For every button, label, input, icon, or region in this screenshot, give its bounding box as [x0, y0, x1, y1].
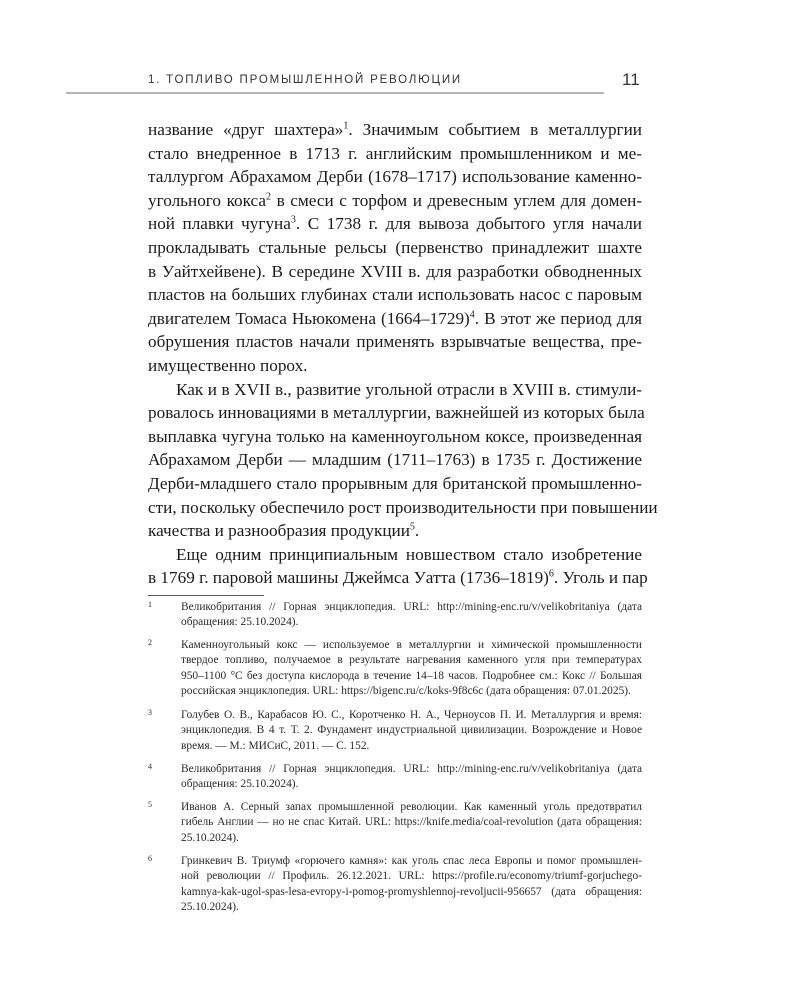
text-line: в 1769 г. паровой машины Джеймса Уатта (1736–1819)$^6$. Уголь и пар [148, 568, 648, 588]
footnote-line: обращения: 25.10.2024). [181, 778, 299, 791]
text-line: в Уайтхейвене). В середине XVIII в. для разработки обводненных [148, 261, 642, 281]
footnote-number: 1 [148, 600, 152, 609]
header-rule [66, 92, 604, 94]
footnote-ref[interactable]: 3 [290, 214, 296, 226]
text-line: имущественно порох. [148, 355, 308, 375]
page-number: 11 [622, 70, 640, 89]
footnote-line: Великобритания // Горная энциклопедия. URL: http://mining-enc.ru/v/velikobritaniya (дата [181, 763, 642, 775]
footnote-line: 25.10.2024). [181, 831, 239, 844]
footnote-line: российская энциклопедия. URL: https://bigenc.ru/c/koks-9f8c6c (дата обращения: 07.01.2025). [181, 685, 631, 698]
text-line: сти, поскольку обеспечило рост производительности при повышении [148, 497, 658, 517]
footnote-ref[interactable]: 2 [266, 191, 272, 203]
footnote-line: kamnya-kak-ugol-spas-lesa-evropy-i-pomog-promyshlennoj-revoljucii-956657 (дата обращения: [181, 885, 642, 898]
text-line: выплавка чугуна только на каменноугольном коксе, произведенная [148, 426, 642, 446]
footnote-number: 3 [148, 708, 152, 717]
footnote-line: Голубев О. В., Карабасов Ю. С., Коротченко Н. А., Черноусов П. И. Металлургия и время: [181, 709, 642, 721]
text-line: название «друг шахтера»$^1$. Значимым событием в металлургии [148, 120, 642, 139]
text-line: таллургом Абрахамом Дерби (1678–1717) использование каменно- [148, 167, 642, 187]
footnote-ref[interactable]: 6 [548, 568, 554, 580]
footnote-text [181, 800, 642, 846]
footnote-ref[interactable]: 4 [469, 309, 475, 321]
footnote-text [181, 708, 642, 754]
text-line: обрушения пластов начали применять взрывчатые вещества, пре- [148, 332, 642, 352]
main-text [148, 118, 658, 590]
footnote-number: 2 [148, 638, 152, 647]
text-line: Еще одним принципиальным новшеством стало изобретение [176, 544, 642, 564]
footnote-ref[interactable]: 1 [343, 120, 349, 132]
footnote-separator [148, 595, 264, 596]
running-header-title: 1. ТОПЛИВО ПРОМЫШЛЕННОЙ РЕВОЛЮЦИИ [148, 74, 462, 86]
text-line: Дерби-младшего стало прорывным для британской промышленно- [148, 473, 642, 493]
footnote-line: 25.10.2024). [181, 901, 239, 914]
text-line: двигателем Томаса Ньюкомена (1664–1729)$^4$. В этот же период для [148, 308, 642, 328]
footnote-text [181, 600, 642, 631]
footnote-line: гибель Англии — но не спас Китай. URL: https://knife.media/coal-revolution (дата обращения: [181, 816, 642, 829]
text-line: пластов на больших глубинах стали использовать насос с паровым [148, 285, 642, 305]
footnote-text [181, 854, 642, 916]
footnote-number: 4 [148, 762, 152, 771]
footnote-line: Гринкевич В. Триумф «горючего камня»: как уголь спас леса Европы и помог промышлен- [181, 855, 642, 867]
footnote-text [181, 638, 642, 700]
text-line: стало внедренное в 1713 г. английским промышленником и ме- [148, 143, 642, 163]
text-line: Абрахамом Дерби — младшим (1711–1763) в 1735 г. Достижение [148, 450, 642, 470]
footnote-line: твердое топливо, получаемое в результате нагревания каменного угля при температурах [181, 654, 642, 667]
text-line: качества и разнообразия продукции$^5$. [148, 521, 420, 541]
footnote-line: время. — М.: МИСиС, 2011. — С. 152. [181, 739, 370, 752]
footnote-number: 6 [148, 854, 152, 863]
footnote-line: Иванов А. Серный запах промышленной революции. Как каменный уголь предотвратил [181, 801, 642, 813]
paragraph [148, 543, 648, 590]
footnote-ref[interactable]: 5 [409, 521, 415, 533]
footnote-line: Каменноугольный кокс — используемое в металлургии и химической промышленности [181, 639, 642, 651]
text-line: угольного кокса$^2$ в смеси с торфом и древесным углем для домен- [148, 190, 642, 210]
text-line: ровалось инновациями в металлургии, важнейшей из которых была [148, 403, 645, 423]
footnote-text [181, 762, 642, 793]
footnote-number: 5 [148, 800, 152, 809]
footnote-line: обращения: 25.10.2024). [181, 616, 299, 629]
footnote-line: 950–1100 °C без доступа кислорода в течение 14–18 часов. Подробнее см.: Кокс // Большая [181, 669, 642, 682]
text-line: Как и в XVII в., развитие угольной отрасли в XVIII в. стимули- [176, 379, 642, 399]
paragraph [148, 118, 642, 378]
text-line: прокладывать стальные рельсы (первенство принадлежит шахте [148, 237, 642, 257]
footnote-line: ной революции // Профиль. 26.12.2021. URL: https://profile.ru/economy/triumf-gorjuchego- [181, 870, 642, 883]
text-line: ной плавки чугуна$^3$. С 1738 г. для вывоза добытого угля начали [148, 214, 642, 234]
footnote-line: Великобритания // Горная энциклопедия. URL: http://mining-enc.ru/v/velikobritaniya (дата [181, 601, 642, 613]
footnote-line: энциклопедия. В 4 т. Т. 2. Фундамент индустриальной цивилизации. Возрождение и Новое [181, 724, 642, 737]
paragraph [148, 378, 658, 543]
